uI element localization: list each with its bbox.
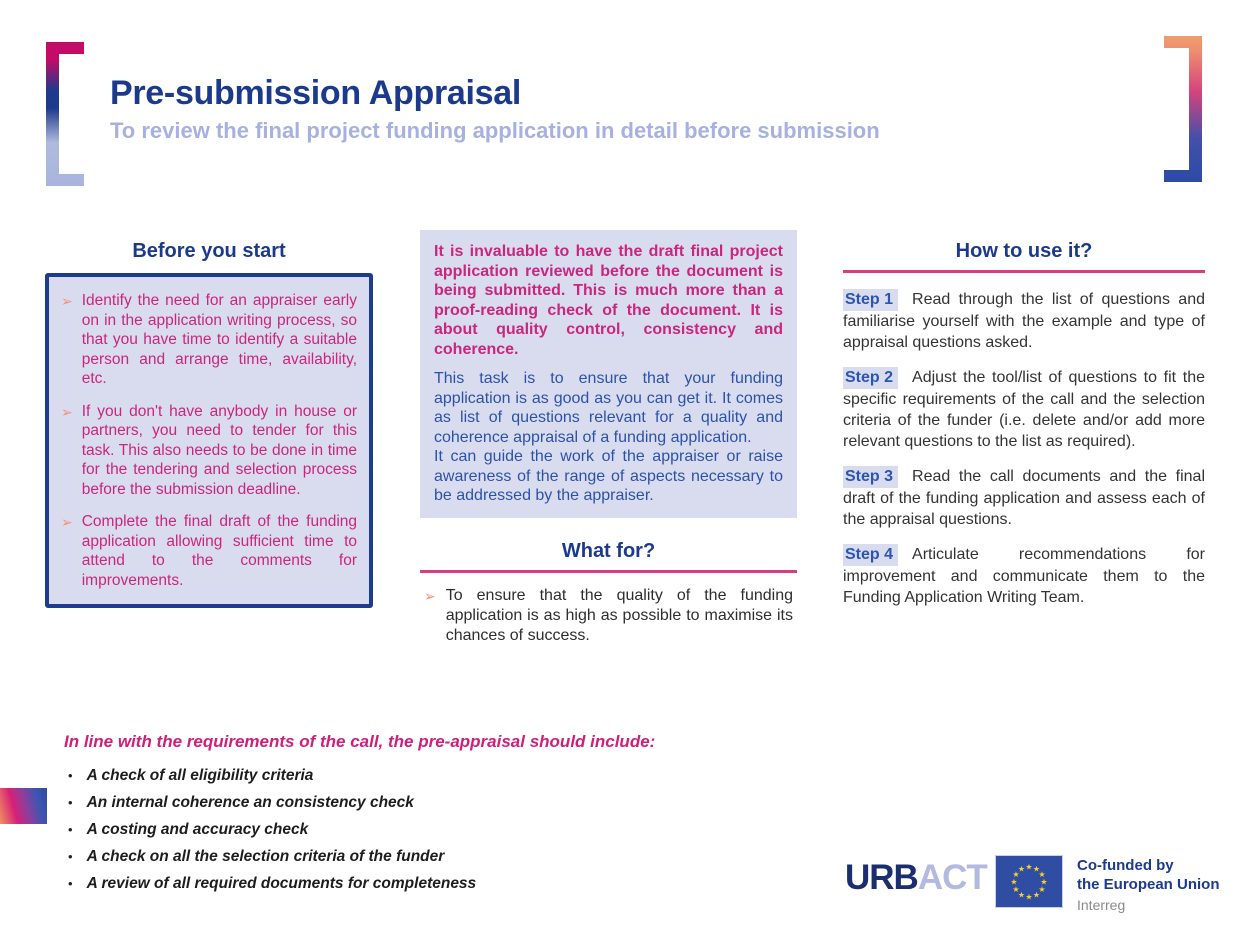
eu-star-icon: ★	[1025, 892, 1033, 902]
arrow-bullet-icon: ➢	[424, 587, 436, 604]
cofunded-line-1: Co-funded by	[1077, 857, 1174, 874]
eu-star-icon: ★	[1012, 870, 1020, 879]
list-item	[64, 847, 734, 866]
list-item	[64, 793, 734, 812]
eu-star-icon: ★	[1017, 890, 1026, 900]
arrow-bullet-icon: ➢	[61, 514, 73, 530]
bullet-text: Complete the final draft of the funding application allowing sufficient time to attend to the comments for improvements.	[81, 513, 357, 589]
cofunded-block	[1077, 856, 1220, 913]
dot-bullet-icon: •	[68, 768, 73, 783]
eu-star-icon: ★	[1017, 864, 1026, 874]
left-bracket-decoration	[46, 42, 84, 186]
eu-flag-icon	[995, 855, 1063, 908]
list-item	[64, 820, 734, 839]
bullet-text: To ensure that the quality of the funding application is as high as possible to maximise its chances of success.	[445, 586, 793, 644]
before-you-start-heading: Before you start	[132, 240, 286, 262]
dot-bullet-icon: •	[68, 822, 73, 837]
step-item	[843, 367, 1205, 452]
eu-star-icon: ★	[1025, 862, 1033, 872]
arrow-bullet-icon: ➢	[61, 293, 73, 309]
right-bracket-decoration	[1162, 36, 1202, 182]
step-item	[843, 544, 1205, 608]
step-text: Articulate recommendations for improvement and communicate them to the Funding Application Writing Team.	[843, 546, 1205, 606]
what-for-section	[420, 540, 797, 646]
requirement-text: A review of all required documents for completeness	[86, 875, 477, 892]
eu-star-icon: ★	[1012, 885, 1020, 894]
steps-list	[843, 289, 1205, 608]
how-to-use-rule	[843, 270, 1205, 273]
arrow-bullet-icon: ➢	[61, 403, 73, 420]
step-label: Step 2	[843, 367, 898, 389]
dot-bullet-icon: •	[68, 795, 73, 810]
requirement-text: A costing and accuracy check	[86, 821, 309, 838]
how-to-use-heading: How to use it?	[955, 240, 1093, 262]
step-text: Read the call documents and the final draft of the funding application and assess each of the appraisal questions.	[843, 468, 1205, 528]
list-item	[61, 512, 357, 590]
step-label: Step 4	[843, 544, 898, 566]
eu-star-icon: ★	[1032, 864, 1041, 874]
eu-star-icon: ★	[1010, 877, 1018, 887]
step-text: Adjust the tool/list of questions to fit the specific requirements of the call and the selection criteria of the funder (i.e. delete and/or add more relevant questions to the list as required).	[843, 369, 1205, 450]
step-label: Step 1	[843, 289, 898, 311]
list-item	[61, 291, 357, 389]
how-to-use-section	[843, 240, 1205, 622]
eu-star-icon: ★	[1040, 877, 1048, 887]
step-item	[843, 289, 1205, 353]
intro-box	[420, 230, 797, 518]
cofunded-line-2: the European Union	[1077, 876, 1220, 893]
what-for-heading: What for?	[561, 539, 656, 562]
eu-star-icon: ★	[1032, 890, 1041, 900]
intro-section	[420, 230, 797, 646]
urbact-logo	[845, 858, 987, 898]
eu-star-icon: ★	[1038, 885, 1046, 894]
requirement-text: An internal coherence an consistency check	[86, 794, 414, 811]
step-text: Read through the list of questions and familiarise yourself with the example and type of appraisal questions asked.	[843, 291, 1205, 351]
dot-bullet-icon: •	[68, 876, 73, 891]
page-title: Pre-submission Appraisal	[110, 74, 521, 112]
bullet-text: Identify the need for an appraiser early on in the application writing process, so that you have time to identify a suitable person and arrange time, availability, etc.	[81, 292, 357, 387]
list-item	[420, 586, 797, 646]
intro-paragraph-blue-2: It can guide the work of the appraiser or raise awareness of the range of aspects necessary to be addressed by the appraiser.	[434, 448, 783, 504]
dot-bullet-icon: •	[68, 849, 73, 864]
urbact-logo-urb: URB	[845, 858, 918, 897]
list-item	[64, 874, 734, 893]
requirements-lead: In line with the requirements of the call, the pre-appraisal should include:	[64, 732, 656, 751]
eu-star-icon: ★	[1038, 870, 1046, 879]
what-for-rule	[420, 570, 797, 573]
requirements-section	[64, 732, 734, 901]
gradient-ribbon-decoration	[0, 788, 47, 824]
before-you-start-section	[45, 240, 373, 608]
intro-paragraph-highlight: It is invaluable to have the draft final project application reviewed before the document is being submitted. This is much more than a proof-reading check of the document. It is about quality control, consistency and coherence.	[434, 243, 783, 358]
before-you-start-box	[45, 273, 373, 608]
intro-paragraph-blue-1: This task is to ensure that your funding application is as good as you can get it. It comes as list of questions relevant for a quality and coherence appraisal of a funding application.	[434, 370, 783, 446]
requirement-text: A check on all the selection criteria of the funder	[86, 848, 445, 865]
step-item	[843, 466, 1205, 530]
urbact-logo-act: ACT	[917, 858, 987, 897]
bullet-text: If you don't have anybody in house or partners, you need to tender for this task. This also needs to be done in time for the tendering and selection process before the submission deadline.	[81, 402, 357, 498]
header	[110, 74, 880, 144]
step-label: Step 3	[843, 466, 898, 488]
interreg-label: Interreg	[1077, 897, 1126, 913]
page-subtitle: To review the final project funding application in detail before submission	[110, 118, 880, 143]
requirement-text: A check of all eligibility criteria	[86, 767, 314, 784]
list-item	[64, 766, 734, 785]
list-item	[61, 402, 357, 500]
